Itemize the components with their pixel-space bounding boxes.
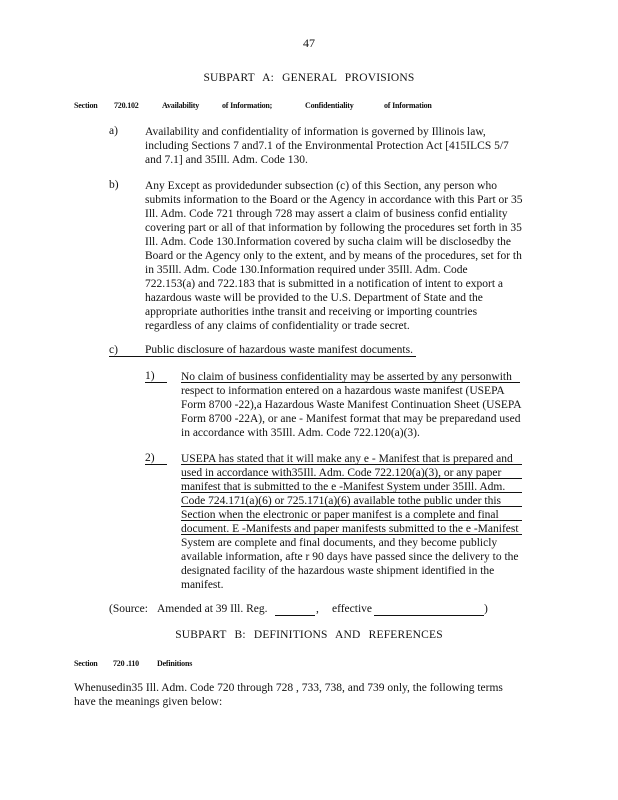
- item-2-text: [181, 452, 536, 592]
- underline-rule: [181, 520, 522, 521]
- text-line: Availability and confidentiality of information is governed by Illinois law,: [145, 126, 486, 138]
- subsection-c-text: Public disclosure of hazardous waste manifest documents.: [145, 344, 413, 356]
- text-line: and 7.1] and 35Ill. Adm. Code 130.: [145, 154, 308, 166]
- underline-rule: [181, 382, 520, 383]
- text-line: Section when the electronic or paper manifest is a complete and final: [181, 509, 499, 521]
- source-comma: ,: [316, 603, 319, 615]
- text-line: No claim of business confidentiality may be asserted by any personwith: [181, 371, 512, 383]
- text-line: manifest.: [181, 579, 224, 591]
- subsection-b-label: b): [109, 179, 119, 191]
- text-line: designated facility of the hazardous waste shipment identified in the: [181, 565, 495, 577]
- item-2-label: 2): [145, 452, 155, 464]
- source-prefix: (Source:: [109, 603, 148, 615]
- section-title-word: of Information;: [222, 101, 273, 110]
- text-line: manifest that is submitted to the e -Manifest System under 35Ill. Adm.: [181, 481, 506, 493]
- underline-rule: [181, 506, 522, 507]
- source-amended: Amended at 39 Ill. Reg.: [157, 603, 268, 615]
- text-line: covering part or all of that information by following the procedures set forth in 35: [145, 222, 522, 234]
- section-720-102-heading: [0, 101, 618, 113]
- section-number: 720 .110: [113, 659, 139, 668]
- section-number: 720.102: [114, 101, 139, 110]
- page-number: 47: [303, 36, 315, 50]
- text-line: respect to information entered on a hazardous waste manifest (USEPA: [181, 385, 505, 397]
- register-blank: [275, 615, 315, 616]
- section-720-110-heading: [0, 659, 618, 671]
- text-line: submits information to the Board or the Agency in accordance with this Part or 35: [145, 194, 523, 206]
- text-line: appropriate authorities inthe transit and receiving or importing countries: [145, 306, 478, 318]
- subsection-b-text: [145, 179, 545, 333]
- text-line: available information, afte r 90 days have passed since the delivery to the: [181, 551, 519, 563]
- section-title: Definitions: [157, 659, 193, 668]
- text-line: Any Except as providedunder subsection (c) of this Section, any person who: [145, 180, 497, 192]
- section-title-word: Availability: [162, 101, 200, 110]
- subsection-a-text: [145, 125, 545, 167]
- text-line: Whenusedin35 Ill. Adm. Code 720 through 728 , 733, 738, and 739 only, the following terms: [74, 682, 503, 694]
- subpart-a-heading: SUBPART A: GENERAL PROVISIONS: [203, 72, 415, 84]
- section-title-word: of Information: [384, 101, 432, 110]
- text-line: Form 8700 -22),a Hazardous Waste Manifest Continuation Sheet (USEPA: [181, 399, 522, 411]
- text-line: System are complete and final documents, and they become publicly: [181, 537, 498, 549]
- underline-rule: [181, 464, 522, 465]
- underline-rule: [145, 464, 167, 465]
- effective-date-blank: [374, 615, 484, 616]
- text-line: Ill. Adm. Code 721 through 728 may assert a claim of business confid entiality: [145, 208, 508, 220]
- section-label: Section: [74, 101, 98, 110]
- text-line: used in accordance with35Ill. Adm. Code 722.120(a)(3), or any paper: [181, 467, 502, 479]
- underline-rule: [181, 478, 522, 479]
- text-line: 722.153(a) and 722.183 that is submitted in a notification of intent to export a: [145, 278, 504, 290]
- text-line: in 35Ill. Adm. Code 130.Information required under 35Ill. Adm. Code: [145, 264, 468, 276]
- section-label: Section: [74, 659, 98, 668]
- underline-rule: [181, 534, 522, 535]
- text-line: including Sections 7 and7.1 of the Environmental Protection Act [415ILCS 5/7: [145, 140, 509, 152]
- section-title-word: Confidentiality: [305, 101, 354, 110]
- item-1-label: 1): [145, 370, 155, 382]
- underline-rule: [181, 492, 522, 493]
- text-line: in accordance with 35Ill. Adm. Code 722.120(a)(3).: [181, 427, 420, 439]
- text-line: document. E -Manifests and paper manifests submitted to the e -Manifest: [181, 523, 519, 535]
- text-line: Board or the Agency only to the extent, and by means of the procedures, set for th: [145, 250, 522, 262]
- source-effective: effective: [332, 603, 373, 615]
- text-line: Code 724.171(a)(6) or 725.171(a)(6) available tothe public under this: [181, 495, 501, 507]
- subpart-b-heading: SUBPART B: DEFINITIONS AND REFERENCES: [175, 629, 443, 641]
- text-line: USEPA has stated that it will make any e - Manifest that is prepared and: [181, 453, 513, 465]
- text-line: Form 8700 -22A), or ane - Manifest format that may be preparedand used: [181, 413, 521, 425]
- subsection-a-label: a): [109, 125, 118, 137]
- text-line: regardless of any claims of confidentiality or trade secret.: [145, 320, 410, 332]
- item-1-text: [181, 370, 526, 440]
- text-line: have the meanings given below:: [74, 696, 223, 708]
- text-line: hazardous waste will be provided to the U.S. Department of State and the: [145, 292, 483, 304]
- text-line: Ill. Adm. Code 130.Information covered by sucha claim will be disclosedby the: [145, 236, 512, 248]
- subsection-c-label: c): [109, 344, 118, 356]
- source-close: ): [484, 603, 488, 615]
- underline-rule: [109, 356, 416, 357]
- underline-rule: [145, 382, 167, 383]
- definitions-intro-text: [74, 681, 534, 709]
